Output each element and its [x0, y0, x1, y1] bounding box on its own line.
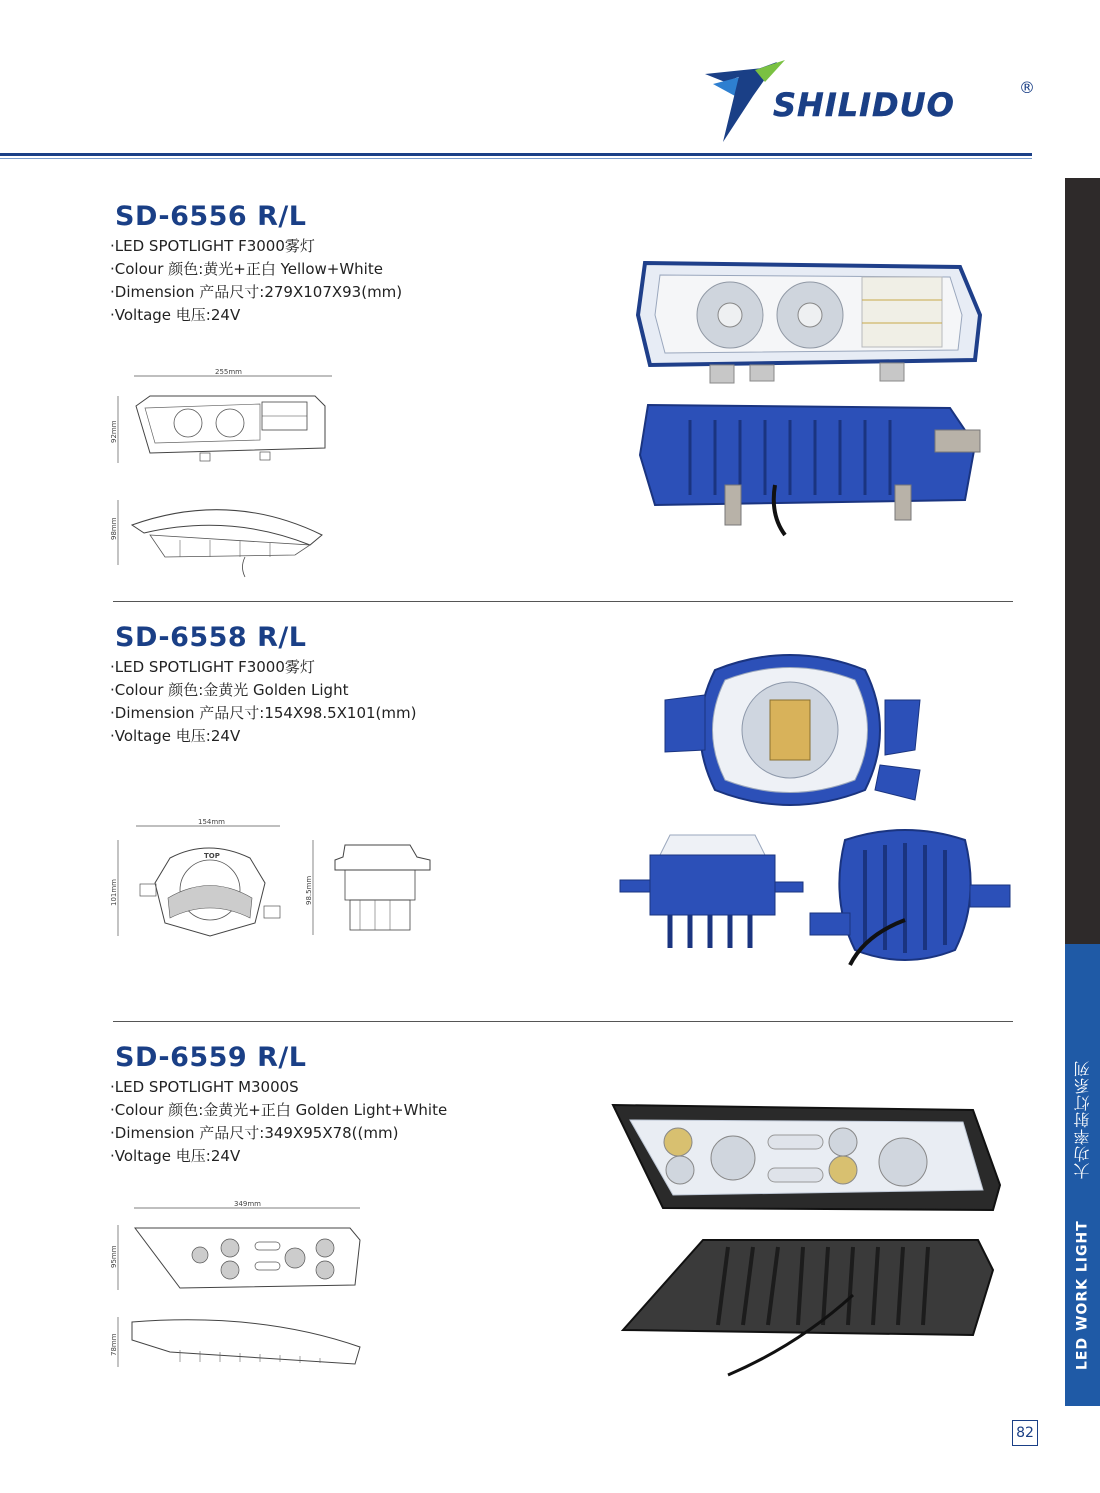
technical-drawing-front: [110, 818, 290, 943]
dim-height-label: 101mm: [110, 879, 118, 906]
spec-colour: ·Colour 颜色:黄光+正白 Yellow+White: [110, 260, 383, 278]
technical-drawing-front: [110, 1200, 365, 1295]
product-title: SD-6556 R/L: [115, 201, 307, 232]
page-number: 82: [1012, 1420, 1038, 1446]
sidebar-dark-band: [1065, 178, 1100, 944]
registered-mark: ®: [1019, 78, 1035, 97]
spec-list: [110, 1076, 447, 1168]
spec-voltage: ·Voltage 电压:24V: [110, 727, 241, 745]
brand-logo: [705, 60, 1035, 150]
spec-type: ·LED SPOTLIGHT F3000雾灯: [110, 237, 315, 255]
product-photo-front: [630, 255, 990, 390]
product-title: SD-6558 R/L: [115, 622, 307, 653]
spec-type: ·LED SPOTLIGHT M3000S: [110, 1078, 299, 1096]
section-separator: [113, 601, 1013, 602]
section-separator: [113, 1021, 1013, 1022]
spec-voltage: ·Voltage 电压:24V: [110, 1147, 241, 1165]
dim-width-label: 255mm: [215, 368, 242, 376]
spec-colour: ·Colour 颜色:金黄光+正白 Golden Light+White: [110, 1101, 448, 1119]
brand-wordmark: [773, 86, 955, 124]
technical-drawing-side: [305, 835, 435, 940]
brand-name: SHILIDUO: [773, 86, 955, 124]
spec-list: [110, 235, 402, 327]
product-title: SD-6559 R/L: [115, 1042, 307, 1073]
dim-height-label: 95mm: [110, 1245, 118, 1268]
spec-voltage: ·Voltage 电压:24V: [110, 306, 241, 324]
dim-depth-label: 98.5mm: [305, 875, 313, 905]
dim-width-label: 154mm: [198, 818, 225, 826]
product-photo-back: [630, 400, 995, 540]
dim-height-label: 92mm: [110, 420, 118, 443]
dim-width-label: 349mm: [234, 1200, 261, 1208]
product-photo-front: [660, 640, 930, 820]
spec-list: [110, 656, 416, 748]
header-rule-thin: [0, 158, 1032, 159]
sidebar-chinese-label: 大功率射灯系列: [1073, 1060, 1092, 1180]
spec-dimension: ·Dimension 产品尺寸:279X107X93(mm): [110, 283, 403, 301]
spec-dimension: ·Dimension 产品尺寸:349X95X78((mm): [110, 1124, 399, 1142]
technical-drawing-front: [110, 368, 340, 473]
dim-depth-label: 78mm: [110, 1333, 118, 1356]
product-photo-front: [608, 1100, 1003, 1215]
product-photo-back: [608, 1235, 1003, 1385]
spec-dimension: ·Dimension 产品尺寸:154X98.5X101(mm): [110, 704, 417, 722]
header-rule: [0, 153, 1032, 156]
product-photo-side: [615, 830, 805, 955]
product-photo-back: [805, 825, 1015, 975]
sidebar-english-label: LED WORK LIGHT: [1074, 1220, 1091, 1370]
top-label: TOP: [204, 852, 220, 860]
dim-depth-label: 98mm: [110, 517, 118, 540]
spec-colour: ·Colour 颜色:金黄光 Golden Light: [110, 681, 349, 699]
spec-type: ·LED SPOTLIGHT F3000雾灯: [110, 658, 315, 676]
technical-drawing-side: [110, 1312, 365, 1372]
technical-drawing-side: [110, 495, 340, 585]
